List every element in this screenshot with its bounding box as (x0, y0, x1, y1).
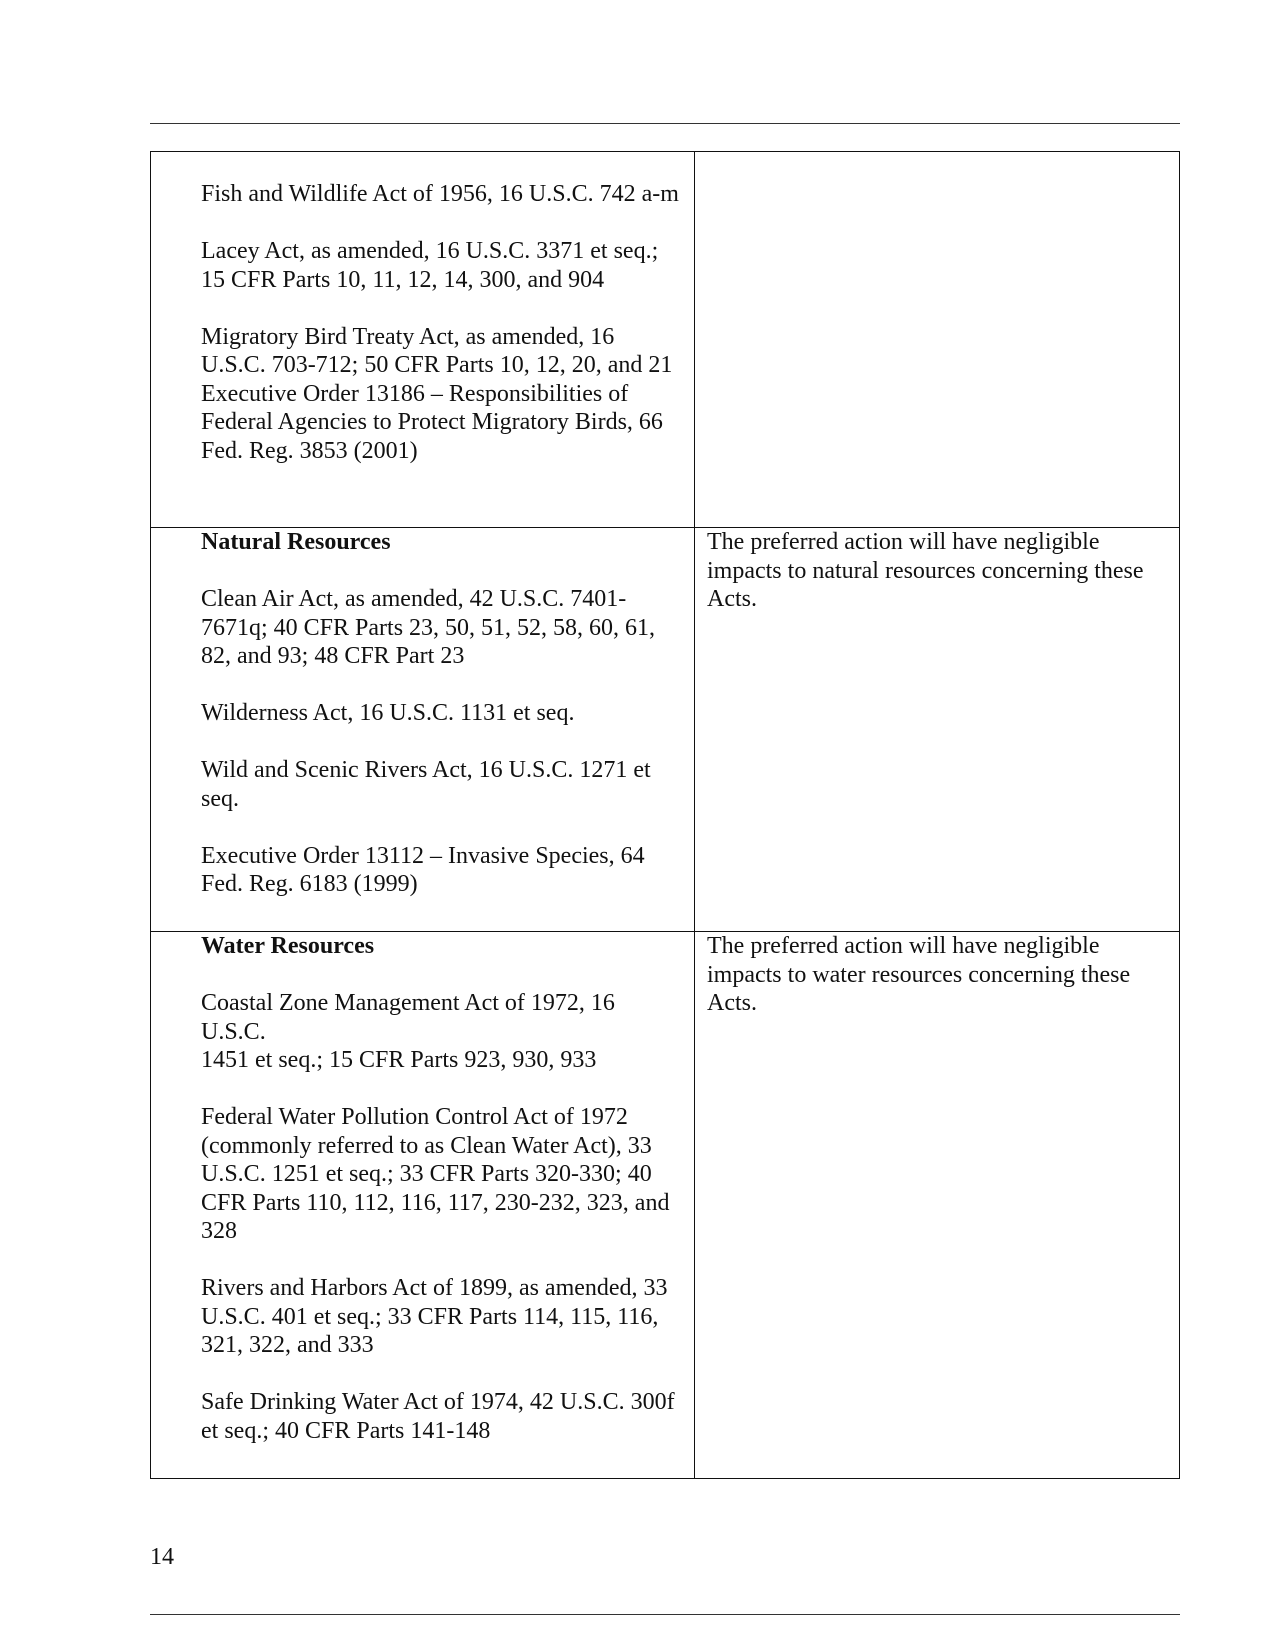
acts-cell (151, 528, 695, 932)
impact-text: The preferred action will have negligible impacts to natural resources concerning these Acts. (707, 529, 1144, 612)
table-row (151, 932, 1180, 1479)
act-entry: Wilderness Act, 16 U.S.C. 1131 et seq. (201, 700, 575, 726)
act-entry: Migratory Bird Treaty Act, as amended, 16 U.S.C. 703-712; 50 CFR Parts 10, 12, 20, and 21 (201, 323, 673, 378)
page-number: 14 (150, 1544, 174, 1570)
act-entry: Safe Drinking Water Act of 1974, 42 U.S.C. 300f et seq.; 40 CFR Parts 141-148 (201, 1389, 675, 1444)
act-entry: Clean Air Act, as amended, 42 U.S.C. 7401-7671q; 40 CFR Parts 23, 50, 51, 52, 58, 60, 61, 82, and 93; 48 CFR Part 23 (201, 586, 656, 669)
impact-cell (695, 932, 1180, 1479)
acts-cell (151, 152, 695, 528)
act-entry: Lacey Act, as amended, 16 U.S.C. 3371 et seq.; 15 CFR Parts 10, 11, 12, 14, 300, and 904 (201, 238, 659, 293)
section-heading: Water Resources (201, 933, 375, 959)
act-entry: Wild and Scenic Rivers Act, 16 U.S.C. 1271 et seq. (201, 757, 651, 812)
header-rule (150, 123, 1180, 124)
footer-rule (150, 1614, 1180, 1615)
act-entry: Fish and Wildlife Act of 1956, 16 U.S.C. 742 a-m (201, 181, 679, 207)
table-row (151, 528, 1180, 932)
impact-cell (695, 152, 1180, 528)
table-row (151, 152, 1180, 528)
acts-cell (151, 932, 695, 1479)
act-entry: Federal Water Pollution Control Act of 1972 (commonly referred to as Clean Water Act), 33 U.S.C. 1251 et seq.; 33 CFR Parts 320-330; 40 CFR Parts 110, 112, 116, 117, 230-232, 323, and 328 (201, 1104, 670, 1244)
impact-text: The preferred action will have negligible impacts to water resources concerning these Acts. (707, 933, 1131, 1016)
act-entry: Rivers and Harbors Act of 1899, as amended, 33 U.S.C. 401 et seq.; 33 CFR Parts 114, 115, 116, 321, 322, and 333 (201, 1275, 668, 1358)
regulatory-compliance-table (150, 151, 1180, 1479)
act-entry: Executive Order 13112 – Invasive Species, 64 Fed. Reg. 6183 (1999) (201, 842, 645, 897)
act-entry: Coastal Zone Management Act of 1972, 16 U.S.C. (201, 990, 615, 1045)
impact-cell (695, 528, 1180, 932)
section-heading: Natural Resources (201, 529, 391, 555)
act-entry: 1451 et seq.; 15 CFR Parts 923, 930, 933 (201, 1047, 597, 1073)
act-entry: Executive Order 13186 – Responsibilities of Federal Agencies to Protect Migratory Birds, 66 Fed. Reg. 3853 (2001) (201, 380, 663, 464)
